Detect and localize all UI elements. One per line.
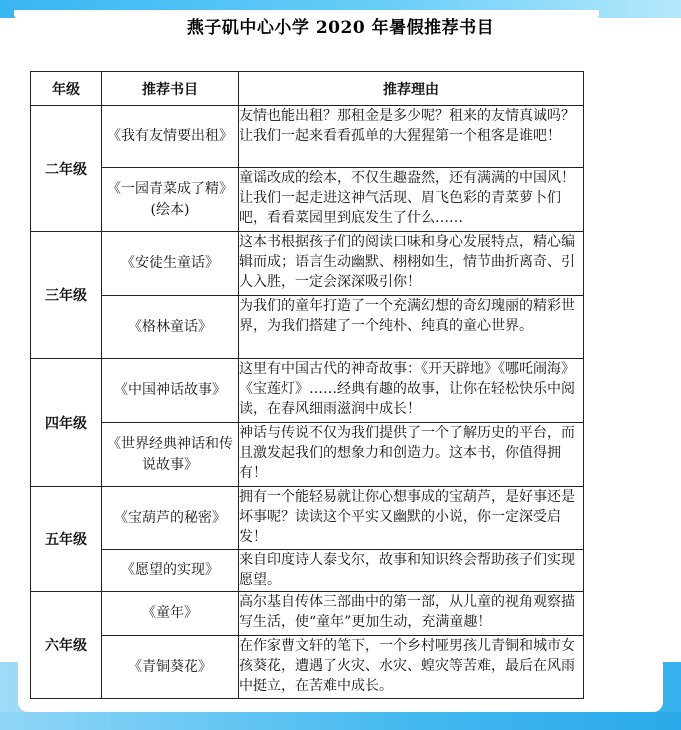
book-reason: 这里有中国古代的神奇故事：《开天辟地》《哪吒闹海》《宝莲灯》……经典有趣的故事，让你在轻松快乐中阅读，在春风细雨滋润中成长！ bbox=[239, 359, 584, 423]
book-title: 《世界经典神话和传说故事》 bbox=[102, 423, 239, 487]
table-row bbox=[31, 487, 584, 550]
grade-cell: 五年级 bbox=[31, 487, 102, 592]
book-reason: 为我们的童年打造了一个充满幻想的奇幻瑰丽的精彩世界，为我们搭建了一个纯朴、纯真的童心世界。 bbox=[239, 296, 584, 359]
table-row bbox=[31, 296, 584, 359]
book-reason: 友情也能出租？那租金是多少呢？租来的友情真诚吗？让我们一起来看看孤单的大猩猩第一个租客是谁吧！ bbox=[239, 106, 584, 168]
book-title: 《一园青菜成了精》(绘本) bbox=[102, 168, 239, 232]
book-reason: 来自印度诗人泰戈尔，故事和知识终会帮助孩子们实现愿望。 bbox=[239, 550, 584, 592]
book-reason: 神话与传说不仅为我们提供了一个了解历史的平台，而且激发起我们的想象力和创造力。这本书，你值得拥有！ bbox=[239, 423, 584, 487]
grade-cell: 二年级 bbox=[31, 106, 102, 232]
book-reason: 童谣改成的绘本，不仅生趣盎然，还有满满的中国风！让我们一起走进这神气活现、眉飞色彩的青菜萝卜们吧，看看菜园里到底发生了什么…… bbox=[239, 168, 584, 232]
book-title: 《格林童话》 bbox=[102, 296, 239, 359]
table-header-row bbox=[31, 72, 584, 106]
book-reason: 在作家曹文轩的笔下，一个乡村哑男孩儿青铜和城市女孩葵花，遭遇了火灾、水灾、蝗灾等苦难，最后在风雨中挺立，在苦难中成长。 bbox=[239, 636, 584, 699]
table-row bbox=[31, 550, 584, 592]
bottom-frame-strip bbox=[0, 712, 681, 730]
header-book: 推荐书目 bbox=[102, 72, 239, 106]
table-row bbox=[31, 423, 584, 487]
book-title: 《青铜葵花》 bbox=[102, 636, 239, 699]
table-row bbox=[31, 168, 584, 232]
book-title: 《我有友情要出租》 bbox=[102, 106, 239, 168]
grade-cell: 六年级 bbox=[31, 592, 102, 699]
page-title: 燕子矶中心小学 2020 年暑假推荐书目 bbox=[186, 18, 495, 38]
header-reason: 推荐理由 bbox=[239, 72, 584, 106]
table-row bbox=[31, 636, 584, 699]
book-title: 《安徒生童话》 bbox=[102, 232, 239, 296]
grade-cell: 四年级 bbox=[31, 359, 102, 487]
book-title: 《愿望的实现》 bbox=[102, 550, 239, 592]
book-list-table bbox=[30, 71, 584, 699]
book-reason: 高尔基自传体三部曲中的第一部，从儿童的视角观察描写生活，使“童年”更加生动，充满童趣！ bbox=[239, 592, 584, 636]
grade-cell: 三年级 bbox=[31, 232, 102, 359]
book-reason: 拥有一个能轻易就让你心想事成的宝葫芦，是好事还是坏事呢？读读这个平实又幽默的小说，你一定深受启发！ bbox=[239, 487, 584, 550]
book-reason: 这本书根据孩子们的阅读口味和身心发展特点，精心编辑而成；语言生动幽默、栩栩如生，情节曲折离奇、引人入胜，一定会深深吸引你！ bbox=[239, 232, 584, 296]
table-row bbox=[31, 106, 584, 168]
table-row bbox=[31, 592, 584, 636]
book-title: 《中国神话故事》 bbox=[102, 359, 239, 423]
table-row bbox=[31, 232, 584, 296]
header-grade: 年级 bbox=[31, 72, 102, 106]
table-row bbox=[31, 359, 584, 423]
book-title: 《宝葫芦的秘密》 bbox=[102, 487, 239, 550]
book-title: 《童年》 bbox=[102, 592, 239, 636]
